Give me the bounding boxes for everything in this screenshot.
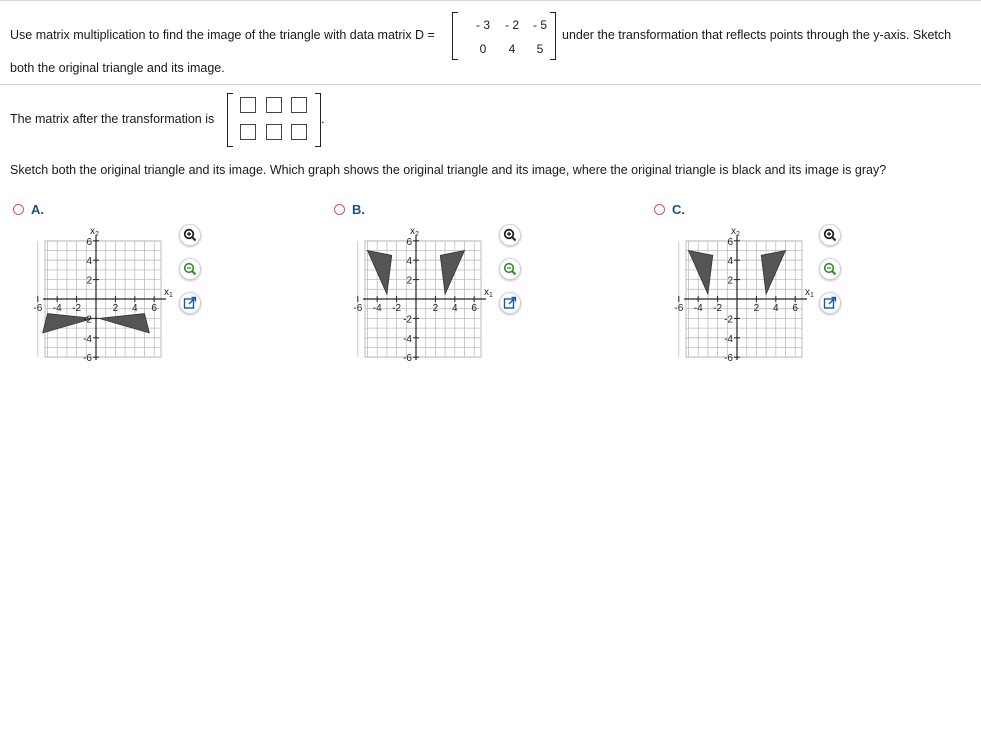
question-text-line2: both the original triangle and its image. [10, 61, 225, 75]
x-axis-label: $x_1$ [164, 287, 173, 299]
option-c-graph [674, 224, 819, 366]
x-tick-label: -2 [72, 303, 82, 314]
y-tick-label: 2 [86, 275, 92, 287]
x-tick-label: 2 [112, 303, 119, 314]
zoom-out-icon [503, 262, 517, 276]
y-tick-label: -2 [403, 314, 412, 326]
y-axis-label: $x_2$ [410, 226, 419, 238]
y-tick-label: -6 [403, 353, 412, 365]
y-tick-label: 4 [86, 256, 92, 268]
x-tick-label: 2 [432, 303, 439, 314]
matrix-cell: 4 [508, 42, 516, 56]
y-tick-label: -4 [83, 333, 92, 345]
zoom-in-icon [503, 228, 517, 242]
y-tick-label: -4 [724, 333, 733, 345]
y-tick-label: 6 [86, 236, 92, 248]
answer-period: . [321, 112, 325, 126]
y-axis-label: $x_2$ [731, 226, 740, 238]
option-a-zoom-in-button[interactable] [179, 224, 201, 246]
matrix-cell: - 2 [504, 18, 519, 32]
answer-input-r1c2[interactable] [266, 97, 282, 113]
x-tick-label: -6 [674, 303, 684, 314]
option-a-zoom-out-button[interactable] [179, 258, 201, 280]
answer-input-r2c3[interactable] [291, 124, 307, 140]
matrix-cell: - 3 [475, 18, 490, 32]
x-axis-label: $x_1$ [805, 287, 814, 299]
option-c-zoom-out-button[interactable] [819, 258, 841, 280]
matrix-right-bracket [550, 12, 556, 60]
x-axis-label: $x_1$ [484, 287, 493, 299]
zoom-out-icon [823, 262, 837, 276]
popout-icon [183, 296, 197, 310]
option-b-popout-button[interactable] [499, 292, 521, 314]
popout-icon [823, 296, 837, 310]
question-text-part1: Use matrix multiplication to find the image of the triangle with data matrix D = [10, 28, 435, 42]
y-tick-label: 6 [727, 236, 733, 248]
x-tick-label: 4 [773, 303, 779, 314]
option-b-radio[interactable] [334, 204, 345, 215]
option-c-radio[interactable] [654, 204, 665, 215]
x-tick-label: 4 [132, 303, 138, 314]
option-b-graph [353, 224, 498, 366]
matrix-left-bracket [452, 12, 458, 60]
option-b-zoom-in-button[interactable] [499, 224, 521, 246]
answer-prompt: The matrix after the transformation is [10, 112, 215, 126]
y-tick-label: -6 [724, 353, 733, 365]
option-a-radio[interactable] [13, 204, 24, 215]
top-border [0, 0, 981, 1]
x-tick-label: -6 [353, 303, 363, 314]
option-a-label[interactable]: A. [31, 202, 44, 217]
answer-matrix-left-bracket [227, 93, 233, 147]
answer-input-r2c1[interactable] [240, 124, 256, 140]
y-tick-label: 4 [406, 256, 412, 268]
matrix-cell: 0 [479, 42, 487, 56]
x-tick-label: -4 [52, 303, 62, 314]
y-tick-label: -4 [403, 333, 412, 345]
x-tick-label: -2 [713, 303, 723, 314]
option-c-label[interactable]: C. [672, 202, 685, 217]
y-tick-label: 4 [727, 256, 733, 268]
y-tick-label: -2 [724, 314, 733, 326]
y-tick-label: 2 [406, 275, 412, 287]
option-b-zoom-out-button[interactable] [499, 258, 521, 280]
y-tick-label: -2 [83, 314, 92, 326]
sketch-prompt: Sketch both the original triangle and its image. Which graph shows the original triangle and its image, where the original triangle is black and its image is gray? [10, 163, 887, 177]
matrix-cell: 5 [536, 42, 544, 56]
x-tick-label: 6 [792, 303, 798, 314]
zoom-in-icon [823, 228, 837, 242]
option-a-popout-button[interactable] [179, 292, 201, 314]
x-tick-label: -6 [33, 303, 43, 314]
answer-input-r2c2[interactable] [266, 124, 282, 140]
x-tick-label: -4 [372, 303, 382, 314]
x-tick-label: 6 [471, 303, 477, 314]
x-tick-label: 4 [452, 303, 458, 314]
separator [0, 84, 981, 85]
x-tick-label: 6 [151, 303, 157, 314]
y-tick-label: 6 [406, 236, 412, 248]
x-tick-label: 2 [753, 303, 760, 314]
x-tick-label: -2 [392, 303, 402, 314]
answer-input-r1c1[interactable] [240, 97, 256, 113]
answer-input-r1c3[interactable] [291, 97, 307, 113]
y-axis-label: $x_2$ [90, 226, 99, 238]
question-text-part2: under the transformation that reflects points through the y-axis. Sketch [562, 28, 952, 42]
matrix-cell: - 5 [532, 18, 547, 32]
zoom-in-icon [183, 228, 197, 242]
matrix-d [452, 12, 556, 60]
y-tick-label: 2 [727, 275, 733, 287]
answer-matrix [227, 93, 321, 147]
popout-icon [503, 296, 517, 310]
option-c-zoom-in-button[interactable] [819, 224, 841, 246]
y-tick-label: -6 [83, 353, 92, 365]
option-a-graph [33, 224, 178, 366]
x-tick-label: -4 [693, 303, 703, 314]
option-b-label[interactable]: B. [352, 202, 365, 217]
option-c-popout-button[interactable] [819, 292, 841, 314]
zoom-out-icon [183, 262, 197, 276]
